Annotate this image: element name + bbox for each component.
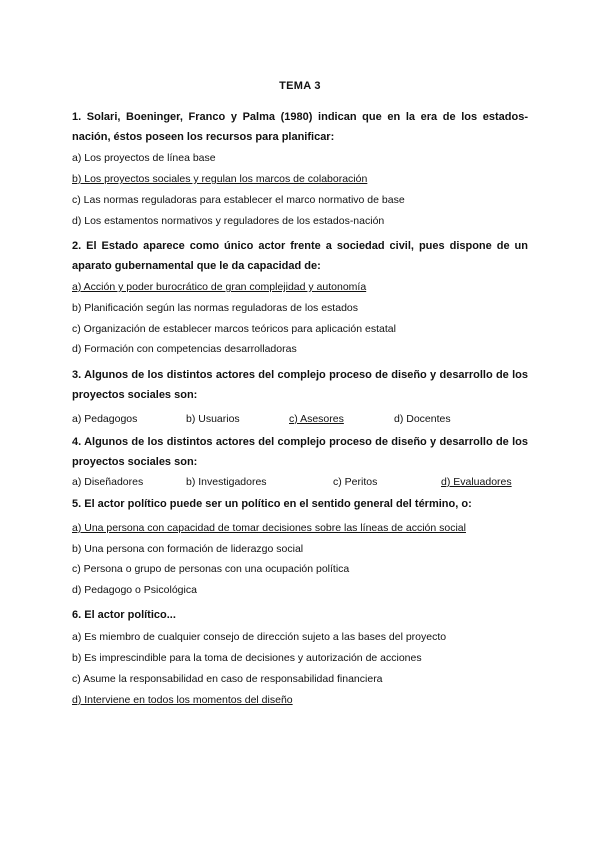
q6-option-b: b) Es imprescindible para la toma de decisiones y autorización de acciones: [72, 652, 422, 664]
q5-option-b: b) Una persona con formación de liderazgo social: [72, 543, 304, 555]
q1-option-d: d) Los estamentos normativos y reguladores de los estados-nación: [72, 215, 385, 227]
q6-option-a: a) Es miembro de cualquier consejo de dirección sujeto a las bases del proyecto: [72, 631, 447, 643]
q1-option-b-answer: b) Los proyectos sociales y regulan los marcos de colaboración: [72, 173, 368, 185]
q4-option-c: c) Peritos: [333, 476, 378, 488]
q2-option-d: d) Formación con competencias desarrolladoras: [72, 343, 297, 355]
q6-option-c: c) Asume la responsabilidad en caso de responsabilidad financiera: [72, 673, 383, 685]
q4-option-d-answer: d) Evaluadores: [441, 476, 512, 488]
q5-option-d: d) Pedagogo o Psicológica: [72, 584, 197, 596]
q3-option-b: b) Usuarios: [186, 413, 240, 425]
q2-option-a-answer: a) Acción y poder burocrático de gran complejidad y autonomía: [72, 281, 367, 293]
q5-option-c: c) Persona o grupo de personas con una ocupación política: [72, 563, 350, 575]
page-title: TEMA 3: [279, 80, 321, 92]
q4-option-a: a) Diseñadores: [72, 476, 144, 488]
q4-options-row: [72, 475, 528, 489]
question-3: 3. Algunos de los distintos actores del complejo proceso de diseño y desarrollo de los proyectos sociales son:: [72, 369, 528, 401]
q3-options-row: [72, 412, 528, 426]
q3-option-a: a) Pedagogos: [72, 413, 138, 425]
q3-option-c-answer: c) Asesores: [289, 413, 344, 425]
q2-option-b: b) Planificación según las normas reguladoras de los estados: [72, 302, 358, 314]
q5-option-a-answer: a) Una persona con capacidad de tomar decisiones sobre las líneas de acción social: [72, 522, 466, 534]
q1-option-a: a) Los proyectos de línea base: [72, 152, 216, 164]
question-2: 2. El Estado aparece como único actor frente a sociedad civil, pues dispone de un aparato gubernamental que le da capacidad de:: [72, 240, 528, 272]
question-5: 5. El actor político puede ser un político en el sentido general del término, o:: [72, 498, 472, 510]
q2-option-c: c) Organización de establecer marcos teóricos para aplicación estatal: [72, 323, 396, 335]
question-1: 1. Solari, Boeninger, Franco y Palma (1980) indican que en la era de los estados-nación, éstos poseen los recursos para planificar:: [72, 111, 528, 143]
q3-option-d: d) Docentes: [394, 413, 451, 425]
question-6: 6. El actor político...: [72, 609, 176, 621]
q1-option-c: c) Las normas reguladoras para establecer el marco normativo de base: [72, 194, 405, 206]
q4-option-b: b) Investigadores: [186, 476, 267, 488]
q6-option-d-answer: d) Interviene en todos los momentos del diseño: [72, 694, 293, 706]
question-4: 4. Algunos de los distintos actores del complejo proceso de diseño y desarrollo de los proyectos sociales son:: [72, 436, 528, 468]
